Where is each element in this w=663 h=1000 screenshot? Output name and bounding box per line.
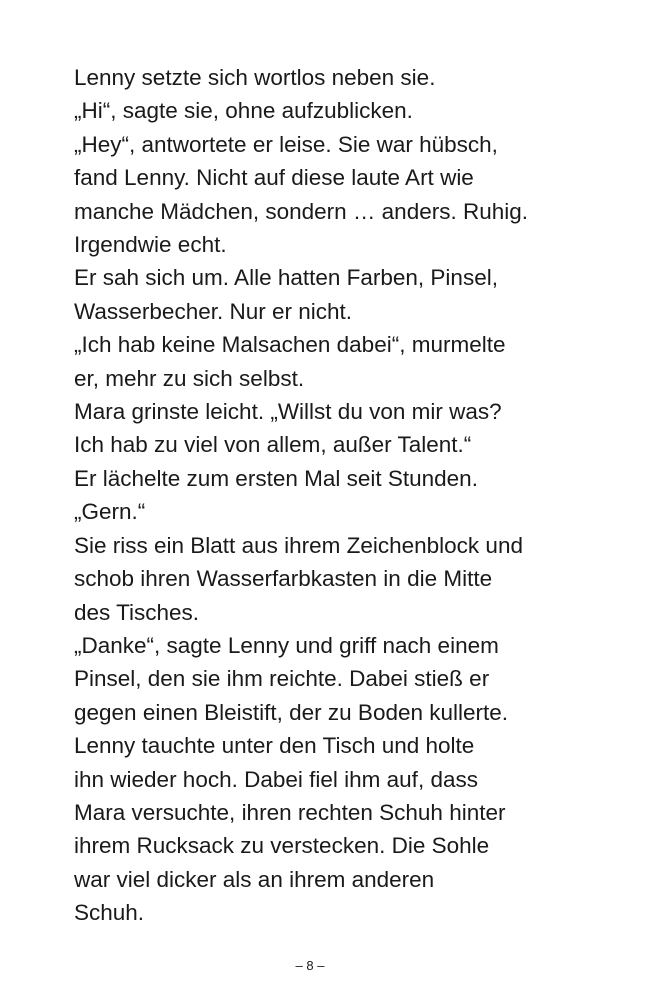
text-line: „Hi“, sagte sie, ohne aufzublicken. (74, 98, 413, 124)
text-line: Mara grinste leicht. „Willst du von mir was? (74, 399, 502, 425)
text-line: „Hey“, antwortete er leise. Sie war hübsch, (74, 131, 498, 157)
text-line: Lenny setzte sich wortlos neben sie. (74, 65, 436, 90)
text-line: Lenny tauchte unter den Tisch und holte (74, 733, 475, 759)
page-number: – 8 – (295, 958, 325, 973)
text-line: ihn wieder hoch. Dabei fiel ihm auf, dass (74, 766, 478, 792)
text-line: er, mehr zu sich selbst. (74, 365, 305, 391)
text-line: manche Mädchen, sondern … anders. Ruhig. (74, 198, 529, 224)
text-line: Sie riss ein Blatt aus ihrem Zeichenblock und (74, 532, 523, 558)
text-line: des Tisches. (74, 599, 200, 625)
text-line: ihrem Rucksack zu verstecken. Die Sohle (74, 833, 490, 859)
text-line: „Gern.“ (74, 499, 146, 525)
text-line: „Ich hab keine Malsachen dabei“, murmelte (74, 332, 506, 358)
text-line: Mara versuchte, ihren rechten Schuh hinter (74, 799, 506, 825)
text-line: Schuh. (74, 900, 145, 926)
text-line: war viel dicker als an ihrem anderen (74, 866, 435, 892)
body-text (74, 61, 528, 930)
text-line: Wasserbecher. Nur er nicht. (74, 298, 353, 324)
text-line: Ich hab zu viel von allem, außer Talent.“ (74, 432, 472, 458)
text-line: „Danke“, sagte Lenny und griff nach einem (74, 632, 499, 658)
text-line: gegen einen Bleistift, der zu Boden kullerte. (74, 699, 509, 725)
text-line: fand Lenny. Nicht auf diese laute Art wie (74, 165, 474, 191)
text-line: schob ihren Wasserfarbkasten in die Mitte (74, 566, 493, 592)
text-line: Er sah sich um. Alle hatten Farben, Pinsel, (74, 265, 498, 291)
text-line: Irgendwie echt. (74, 232, 227, 258)
text-line: Er lächelte zum ersten Mal seit Stunden. (74, 465, 478, 491)
text-line: Pinsel, den sie ihm reichte. Dabei stieß er (74, 666, 490, 692)
